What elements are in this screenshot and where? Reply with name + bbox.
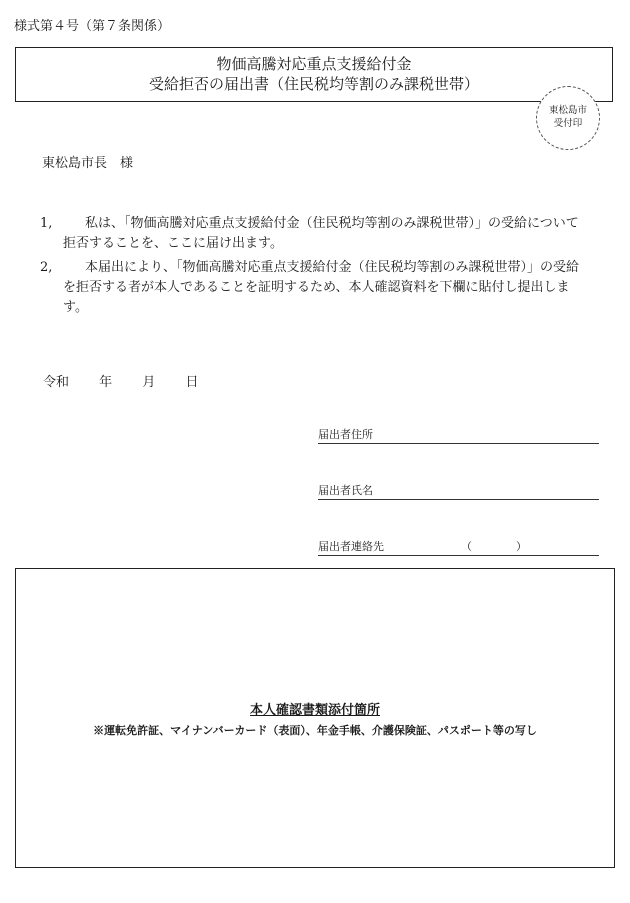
date-era: 令和 (43, 375, 70, 390)
name-label: 届出者氏名 (318, 484, 373, 497)
attachment-area (15, 568, 615, 868)
title-line-2: 受給拒否の届出書（住民税均等割のみ課税世帯） (148, 75, 479, 93)
address-field[interactable] (318, 426, 599, 444)
contact-field[interactable] (318, 538, 599, 556)
paragraph-2-text: 本届出により、「物価高騰対応重点支援給付金（住民税均等割のみ課税世帯）」の受給を拒否する者が本人であることを証明するため、本人確認資料を下欄に貼付し提出します。 (63, 260, 580, 315)
name-field[interactable] (318, 482, 599, 500)
paragraph-2 (40, 258, 585, 318)
stamp-line-1: 東松島市 (548, 105, 587, 116)
title-box (15, 47, 613, 102)
paragraph-2-number: 2, (40, 260, 53, 275)
contact-paren: （ ） (461, 540, 527, 553)
date-year: 年 (99, 375, 113, 390)
title-line-1: 物価高騰対応重点支援給付金 (216, 55, 412, 73)
reception-stamp (536, 86, 600, 150)
stamp-line-2: 受付印 (553, 118, 583, 129)
paragraph-1-text: 私は、「物価高騰対応重点支援給付金（住民税均等割のみ課税世帯）」の受給について拒否することを、ここに届け出ます。 (63, 216, 579, 251)
form-number: 様式第４号（第７条関係） (14, 19, 171, 34)
contact-label: 届出者連絡先 (318, 540, 384, 553)
address-label: 届出者住所 (318, 428, 373, 441)
attachment-note: ※運転免許証、マイナンバーカード（表面）、年金手帳、介護保険証、パスポート等の写し (93, 724, 537, 737)
date-month: 月 (142, 375, 156, 390)
paragraph-1-number: 1, (40, 216, 53, 231)
attachment-title-text: 本人確認書類添付箇所 (249, 703, 380, 718)
date-day: 日 (185, 375, 199, 390)
paragraph-1 (40, 214, 585, 254)
addressee: 東松島市長 様 (42, 156, 134, 171)
date-line (43, 371, 224, 390)
attachment-title (15, 699, 615, 718)
